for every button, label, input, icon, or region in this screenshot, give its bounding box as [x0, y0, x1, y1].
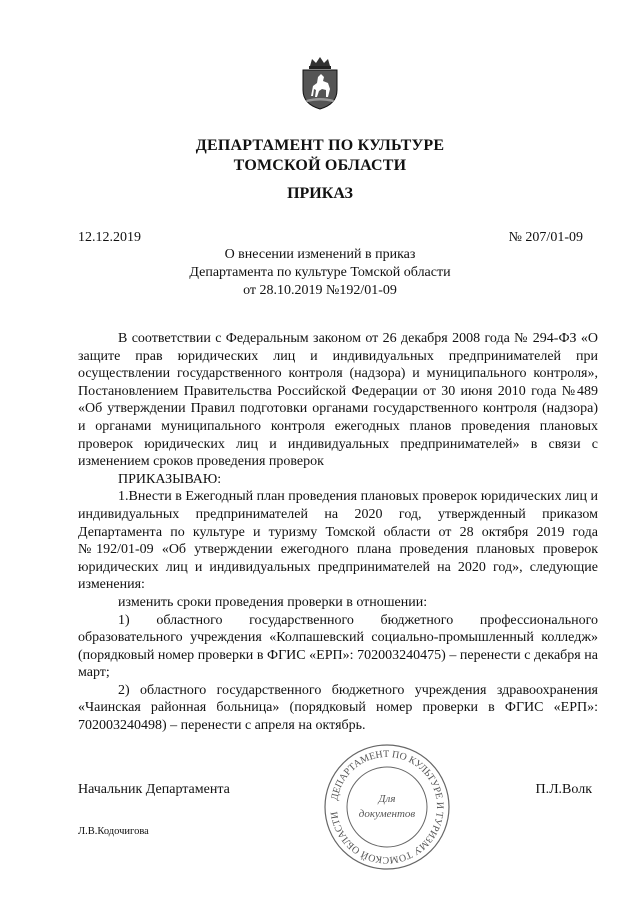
executor-name: Л.В.Кодочигова	[78, 826, 149, 837]
order-subject	[0, 246, 640, 300]
signer-name: П.Л.Волк	[535, 782, 592, 797]
department-name	[0, 136, 640, 176]
order-body	[78, 330, 598, 735]
change-2-paragraph: 2) областного государственного бюджетного учреждения здравоохранения «Чаинская районная больница» (порядковый номер проверки в ФГИС «ЕРП»: 702003240498) – перенести с апреля на октябрь.	[78, 682, 598, 734]
stamp-ring-text: ДЕПАРТАМЕНТ ПО КУЛЬТУРЕ И ТУРИЗМУ ТОМСКОЙ ОБЛАСТИ	[329, 748, 446, 866]
order-date: 12.12.2019	[78, 230, 141, 245]
subject-line-3: от 28.10.2019 №192/01-09	[243, 283, 397, 298]
changes-intro-paragraph: изменить сроки проведения проверки в отношении:	[118, 594, 428, 610]
subject-line-2: Департамента по культуре Томской области	[189, 265, 451, 280]
change-1-paragraph: 1) областного государственного бюджетного профессионального образовательного учреждения «Колпашевский социально-промышленный колледж» (порядковый номер проверки в ФГИС «ЕРП»: 702003240475) – перенести с декабря на март;	[78, 612, 598, 681]
stamp-center-line-2: документов	[358, 808, 416, 820]
prikazyvayu-heading: ПРИКАЗЫВАЮ:	[118, 471, 222, 487]
official-stamp	[322, 742, 452, 872]
order-number: № 207/01-09	[508, 230, 583, 245]
order-title: ПРИКАЗ	[287, 185, 353, 202]
department-line-2: ТОМСКОЙ ОБЛАСТИ	[233, 157, 407, 174]
subject-line-1: О внесении изменений в приказ	[224, 247, 416, 262]
department-line-1: ДЕПАРТАМЕНТ ПО КУЛЬТУРЕ	[195, 137, 445, 154]
coat-of-arms-icon	[297, 56, 343, 110]
preamble-paragraph: В соответствии с Федеральным законом от 26 декабря 2008 года № 294-ФЗ «О защите прав юридических лиц и индивидуальных предпринимателей при осуществлении государственного контроля (надзора) и муниципального контроля», Постановлением Правительства Российской Федерации от 30 июня 2010 года №489 «Об утверждении Правил подготовки органами государственного контроля (надзора) и органами муниципального контроля ежегодных планов проведения плановых проверок юридических лиц и индивидуальных предпринимателей» в связи с изменением сроков проведения проверок	[78, 331, 598, 470]
item-1-paragraph: 1.Внести в Ежегодный план проведения плановых проверок юридических лиц и индивидуальных предпринимателей на 2020 год, утвержденный приказом Департамента по культуре и туризму Томской области от 28 октября 2019 года №192/01-09 «Об утверждении ежегодного плана проведения плановых проверок юридических лиц и индивидуальных предпринимателей на 2020 год», следующие изменения:	[78, 489, 598, 593]
stamp-center-line-1: Для	[378, 793, 396, 805]
signer-position: Начальник Департамента	[78, 782, 230, 797]
